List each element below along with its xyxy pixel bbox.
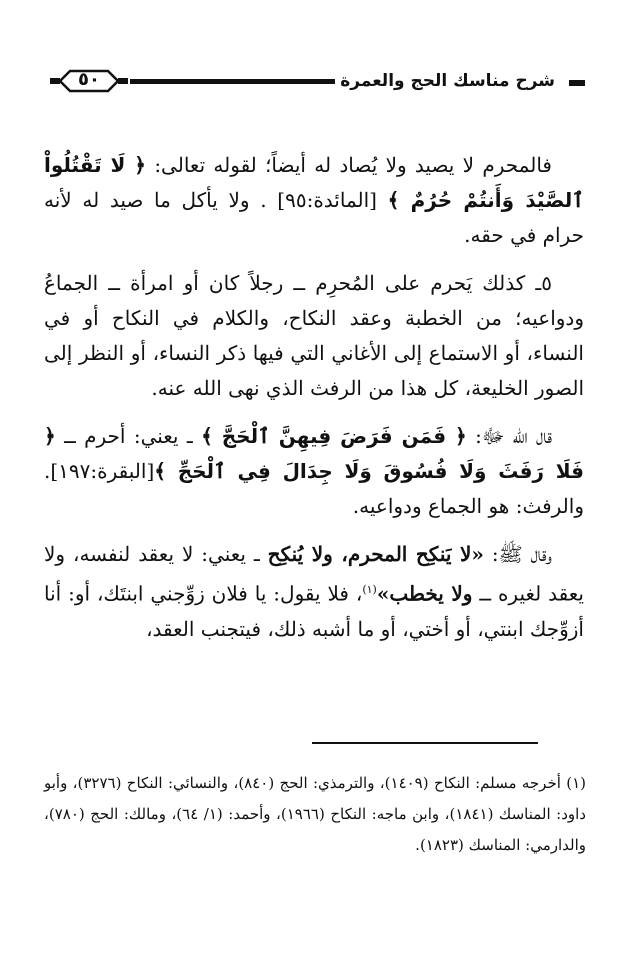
hadith-text-1: «لا يَنكِح المحرم، ولا يُنكِح bbox=[267, 542, 484, 566]
hadith-text-2: ولا يخطب» bbox=[376, 581, 473, 606]
paragraph-3-text-b: ـ يعني: أحرم ــ bbox=[55, 424, 202, 448]
page-number: ٥٠ bbox=[78, 69, 100, 90]
running-title: شرح مناسك الحج والعمرة bbox=[340, 71, 555, 91]
quran-verse-3: ﴿ فَلَا رَفَثَ وَلَا فُسُوقَ وَلَا جِدَالَ فِي ٱلْحَجِّ ﴾ bbox=[44, 424, 584, 483]
paragraph-1-text-b: [المائدة:٩٥] . ولا يأكل ما صيد له لأنه حرام في حقه. bbox=[44, 188, 584, 247]
header-rule bbox=[130, 79, 335, 84]
header-bullet-mark bbox=[569, 80, 585, 86]
paragraph-2-text: ٥ـ كذلك يَحرم على المُحرِم ــ رجلاً كان أو امرأة ــ الجماعُ ودواعيه؛ من الخطبة وعقد النكاح، والكلام في النكاح أو في النساء، أو الاستماع إلى الأغاني التي فيها ذكر النساء، أو النظر إلى الصور الخليعة، كل هذا من الرفث الذي نهى الله عنه. bbox=[44, 271, 584, 400]
paragraph-4-text-c: ، فلا يقول: يا فلان زوِّجني ابنتَك، أو: أنا أزوِّجك ابنتي، أو أختي، أو ما أشبه ذلك، فيتجنب العقد، bbox=[44, 581, 584, 641]
footnote-separator bbox=[312, 742, 538, 744]
paragraph-4-text-a: وقال ﷺ: bbox=[483, 542, 552, 566]
paragraph-3-text-a: قال الله ﷻ: bbox=[466, 424, 552, 448]
quran-verse-1: ﴿ لَا تَقْتُلُواْ ٱلصَّيْدَ وَأَنتُمْ حُرُمٌ ﴾ bbox=[44, 153, 585, 212]
page-header bbox=[40, 66, 585, 100]
footnotes bbox=[44, 768, 586, 861]
footnote-reference: (١) bbox=[362, 583, 377, 596]
paragraph-1-text-a: فالمحرم لا يصيد ولا يُصاد له أيضاً؛ لقوله تعالى: bbox=[146, 153, 552, 177]
main-text bbox=[44, 148, 584, 660]
paragraph-3 bbox=[44, 419, 584, 524]
paragraph-2 bbox=[44, 266, 584, 406]
quran-verse-2: ﴿ فَمَن فَرَضَ فِيهِنَّ ٱلْحَجَّ ﴾ bbox=[201, 424, 467, 448]
footnote-1: (١) أخرجه مسلم: النكاح (١٤٠٩)، والترمذي: الحج (٨٤٠)، والنسائي: النكاح (٣٢٧٦)، وأبو داود: المناسك (١٨٤١)، وابن ماجه: النكاح (١٩٦٦)، وأحمد: (١/ ٦٤)، ومالك: الحج (٧٨٠)، والدارمي: المناسك (١٨٢٣). bbox=[44, 774, 586, 854]
page-number-badge bbox=[50, 66, 128, 96]
paragraph-4-text-b: ـ يعني: لا يعقد لنفسه، ولا يعقد لغيره ــ bbox=[44, 542, 584, 606]
paragraph-4 bbox=[44, 537, 584, 647]
paragraph-3-text-c: [البقرة:١٩٧]. والرفث: هو الجماع ودواعيه. bbox=[44, 459, 584, 518]
paragraph-1 bbox=[44, 148, 584, 253]
